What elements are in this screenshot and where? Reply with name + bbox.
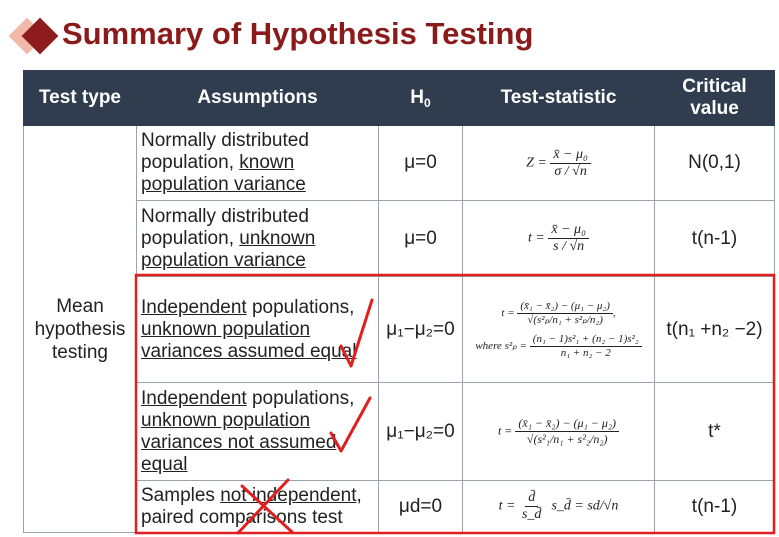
stat-denominator: √(s²ₚ/n₁ + s²ₚ/n₂)	[527, 313, 603, 326]
statistic-cell	[463, 201, 655, 277]
assumption-cell	[137, 277, 379, 383]
table-row	[24, 126, 775, 201]
critical-cell: N(0,1)	[655, 126, 775, 201]
stat-numerator: x̄ − μ₀	[548, 222, 589, 239]
table-row	[24, 277, 775, 383]
statistic-cell	[463, 126, 655, 201]
statistic-cell	[463, 481, 655, 533]
h0-cell: μ=0	[379, 126, 463, 201]
critical-cell: t*	[655, 383, 775, 481]
stat-fraction	[550, 147, 591, 180]
critical-cell: t(n₁ +n₂ −2)	[655, 277, 775, 383]
assumption-text: populations,	[246, 296, 355, 318]
critical-cell: t(n-1)	[655, 201, 775, 277]
table-row	[24, 481, 775, 533]
pooled-variance-line	[463, 333, 654, 360]
where-fraction	[530, 333, 642, 360]
stat-denominator: s / √n	[553, 239, 585, 254]
stat-lhs: t =	[498, 498, 516, 514]
stat-lhs: t =	[528, 230, 545, 246]
stat-denominator: √(s²₁/n₁ + s²₂/n₂)	[526, 432, 608, 446]
stat-numerator: x̄ − μ₀	[550, 147, 591, 164]
assumption-underlined: not independent	[220, 484, 357, 506]
stat-lhs: Z =	[526, 155, 547, 171]
where-numerator: (n₁ − 1)s²₁ + (n₂ − 1)s²₂	[530, 333, 642, 347]
stat-tail: ,	[612, 306, 616, 319]
critical-cell: t(n-1)	[655, 481, 775, 533]
stat-fraction	[517, 300, 613, 327]
stat-numerator: d̄	[525, 490, 538, 507]
assumption-cell	[137, 201, 379, 277]
stat-lhs: t =	[501, 306, 515, 319]
where-denominator: n₁ + n₂ − 2	[560, 346, 611, 359]
header-h0	[379, 71, 463, 126]
assumption-underlined: known population variance	[141, 152, 306, 195]
test-type-cell: Mean hypothesis testing	[24, 126, 137, 533]
assumption-underlined: Independent	[141, 387, 247, 409]
h0-main: H	[410, 86, 425, 108]
h0-cell: μd=0	[379, 481, 463, 533]
assumption-text: Normally distributed population,	[141, 205, 309, 249]
stat-lhs: t =	[497, 423, 513, 438]
hypothesis-table	[23, 70, 775, 533]
stat-fraction	[515, 416, 619, 447]
stat-denominator: σ / √n	[554, 163, 587, 179]
header-statistic: Test-statistic	[463, 71, 655, 126]
stat-denominator: s_d̄	[521, 507, 542, 522]
stat-numerator: (x̄₁ − x̄₂) − (μ₁ − μ₂)	[517, 300, 613, 314]
h0-cell: μ₁−μ₂=0	[379, 277, 463, 383]
stat-line	[463, 300, 654, 327]
assumption-underlined: unknown population variances assumed equal	[141, 318, 357, 362]
assumption-underlined: unknown population variance	[141, 227, 316, 271]
stat-numerator: (x̄₁ − x̄₂) − (μ₁ − μ₂)	[515, 416, 619, 432]
page-title: Summary of Hypothesis Testing	[62, 16, 534, 51]
statistic-cell	[463, 383, 655, 481]
header-assumptions: Assumptions	[137, 71, 379, 126]
statistic-cell	[463, 277, 655, 383]
assumption-cell	[137, 481, 379, 533]
table-row	[24, 383, 775, 481]
assumption-text: Samples	[141, 484, 221, 506]
assumption-text: populations,	[246, 387, 355, 409]
header-test-type: Test type	[24, 71, 137, 126]
title-bar	[0, 6, 779, 66]
header-row	[24, 71, 775, 126]
assumption-underlined: unknown population variances not assumed equal	[141, 409, 337, 475]
stat-fraction	[548, 222, 589, 255]
assumption-underlined: Independent	[141, 296, 247, 318]
assumption-cell	[137, 126, 379, 201]
h0-cell: μ=0	[379, 201, 463, 277]
where-lhs: where s²ₚ =	[475, 339, 528, 352]
h0-sub: 0	[424, 95, 431, 110]
assumption-cell	[137, 383, 379, 481]
table-row	[24, 201, 775, 277]
header-critical: Critical value	[655, 71, 775, 126]
assumption-text: Normally distributed population,	[141, 130, 309, 173]
stat-fraction	[519, 490, 544, 523]
stat-extra: s_d̄ = sd/√n	[551, 498, 619, 514]
assumption-text: , paired comparisons test	[141, 484, 362, 528]
h0-cell: μ₁−μ₂=0	[379, 383, 463, 481]
